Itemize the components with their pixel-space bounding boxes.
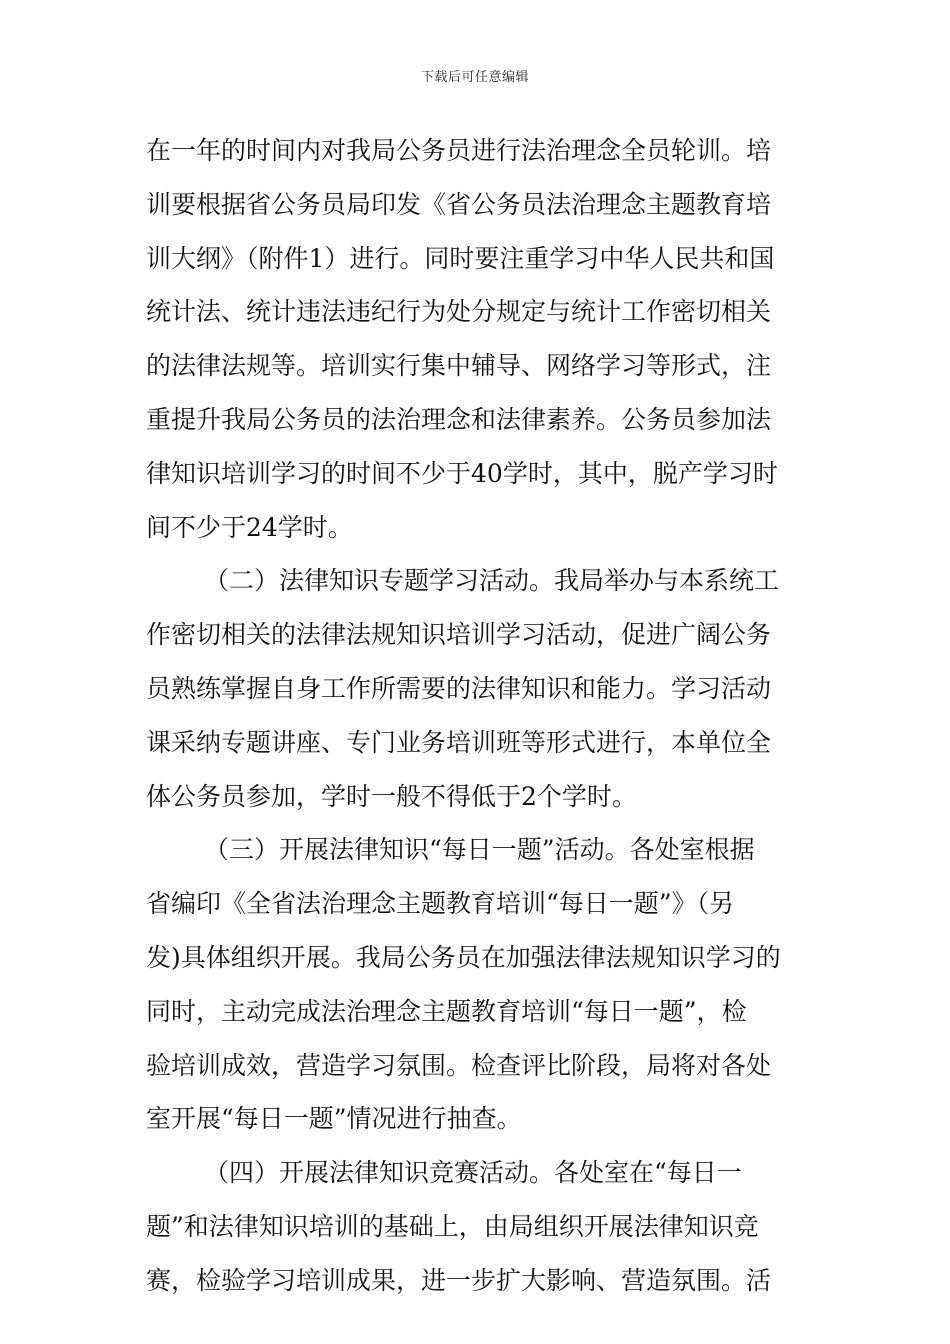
text-line: 同时，主动完成法治理念主题教育培训“每日一题”，检 [146,996,747,1026]
text-line: （二）法律知识专题学习活动。我局举办与本系统工 [204,566,780,596]
text-line: 室开展“每日一题”情况进行抽查。 [146,1104,522,1134]
text-line: 课采纳专题讲座、专门业务培训班等形式进行，本单位全 [146,727,772,757]
text-line: （四）开展法律知识竞赛活动。各处室在“每日一 [204,1158,742,1188]
text-line: 体公务员参加，学时一般不得低于2个学时。 [146,781,637,811]
text-line: 间不少于24学时。 [146,512,353,542]
document-body [146,124,810,1308]
text-line: （三）开展法律知识“每日一题”活动。各处室根据 [204,835,755,865]
text-line: 重提升我局公务员的法治理念和法律素养。公务员参加法 [146,404,772,434]
text-line: 律知识培训学习的时间不少于40学时，其中，脱产学习时 [146,458,778,488]
text-line: 统计法、统计违法违纪行为处分规定与统计工作密切相关 [146,297,772,327]
text-line: 在一年的时间内对我局公务员进行法治理念全员轮训。培 [146,136,772,165]
text-line: 作密切相关的法律法规知识培训学习活动，促进广阔公务 [146,620,772,650]
text-line: 赛，检验学习培训成果，进一步扩大影响、营造氛围。活 [146,1265,772,1295]
page-header: 下载后可任意编辑 [420,70,529,85]
paragraph-section-2 [146,554,810,823]
text-line: 的法律法规等。培训实行集中辅导、网络学习等形式，注 [146,351,772,381]
text-line: 发)具体组织开展。我局公务员在加强法律法规知识学习的 [146,942,781,972]
text-line: 省编印《全省法治理念主题教育培训“每日一题”》（另 [146,889,735,919]
text-line: 题”和法律知识培训的基础上，由局组织开展法律知识竞 [146,1211,759,1241]
text-line: 训大纲》（附件1）进行。同时要注重学习中华人民共和国 [146,243,775,273]
paragraph-section-3 [146,823,810,1146]
paragraph-training-intro [146,124,810,554]
text-line: 训要根据省公务员局印发《省公务员法治理念主题教育培 [146,189,772,219]
paragraph-section-4 [146,1146,810,1307]
text-line: 验培训成效，营造学习氛围。检查评比阶段，局将对各处 [146,1050,772,1080]
text-line: 员熟练掌握自身工作所需要的法律知识和能力。学习活动 [146,673,772,703]
